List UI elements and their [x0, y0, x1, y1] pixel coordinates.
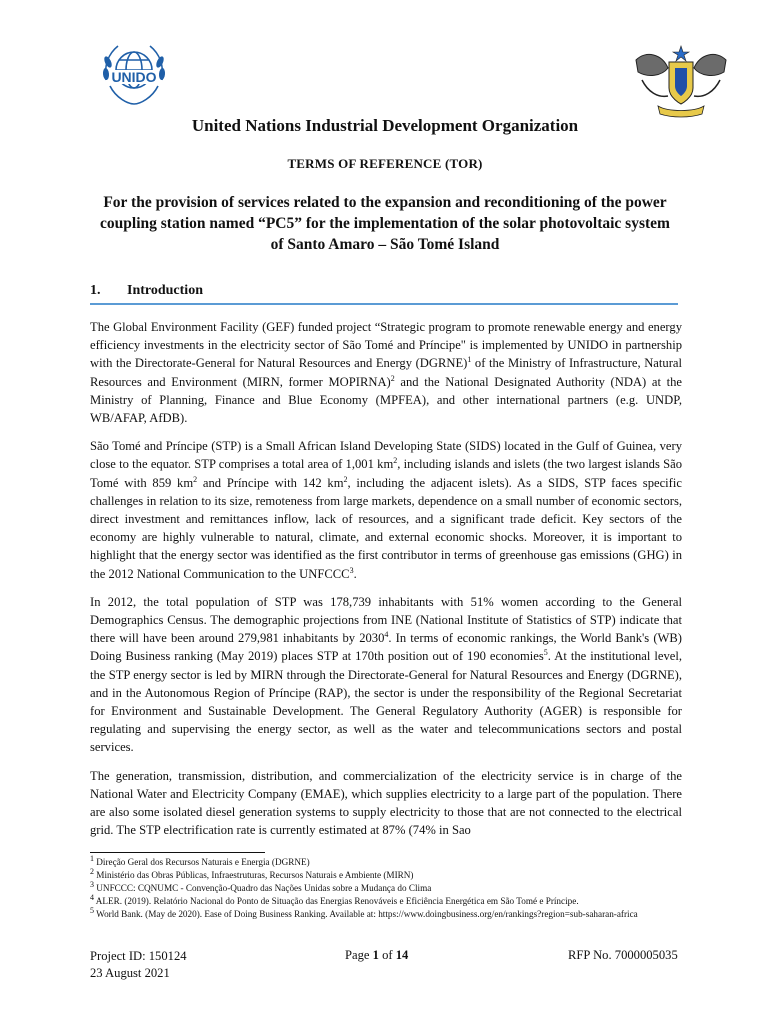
footnote-separator	[90, 852, 265, 853]
page-label: Page	[345, 948, 373, 962]
paragraph-text: , including the adjacent islets). As a SIDS, STP faces specific challenges in relation to its size, remoteness from large markets, dependence on a small number of economic sectors, direct investment and remittances inflow, lack of resources, and a significant trade deficit. Key sectors of the economy are highly vulnerable to natural, climate, and external economic shocks. Moreover, it is important to highlight that the energy sector was identified as the first contributor in terms of greenhouse gas emissions (GHG) in the 2012 National Communication to the UNFCCC	[90, 475, 682, 581]
footnote-ref: 1	[467, 355, 472, 365]
document-date: 23 August 2021	[90, 966, 170, 980]
footnote-ref: 4	[384, 630, 389, 640]
footnote-ref: 2	[390, 373, 395, 383]
paragraph	[90, 593, 682, 757]
footer-project-info	[90, 948, 187, 982]
superscript: 2	[343, 474, 348, 484]
section-number: 1.	[90, 283, 101, 298]
footnotes	[90, 853, 684, 921]
footnote-text: ALER. (2019). Relatório Nacional do Ponto de Situação das Energias Renováveis e Eficiência Energética em São Tomé e Príncipe.	[94, 896, 579, 906]
total-pages: 14	[395, 948, 409, 962]
document-type-heading: TERMS OF REFERENCE (TOR)	[287, 156, 483, 171]
footnote-text: World Bank. (May de 2020). Ease of Doing Business Ranking. Available at: https://www.doingbusiness.org/en/rankings?region=sub-saharan-africa	[94, 909, 638, 919]
paragraph-text: , including islands and islets (the two largest islands São Tomé with 859 km	[90, 457, 683, 490]
footnote-ref: 5	[543, 648, 548, 658]
footnote-text: UNFCCC: CQNUMC - Convenção-Quadro das Nações Unidas sobre a Mudança do Clima	[94, 883, 432, 893]
rfp-number: RFP No. 7000005035	[568, 948, 678, 962]
organization-title: United Nations Industrial Development Organization	[191, 116, 579, 135]
paragraph-text: of the Ministry of Infrastructure, Natural Resources and Environment (MIRN, former MOPIRNA)	[90, 356, 682, 389]
paragraph-text: and Príncipe with 142 km	[197, 475, 344, 490]
footnote	[90, 879, 684, 895]
document-subject: For the provision of services related to the expansion and reconditioning of the power coupling station named “PC5” for the implementation of the solar photovoltaic system of Santo Amaro – São Tomé Island	[100, 194, 670, 253]
paragraph-text: . In terms of economic rankings, the World Bank's (WB) Doing Business ranking (May 2019) places STP at 170th position out of 190 economies	[90, 631, 682, 664]
footnote	[90, 892, 684, 908]
paragraph-text: In 2012, the total population of STP was 178,739 inhabitants with 51% women according to the General Demographics Census. The demographic projections from INE (National Institute of Statistics of STP) indicate that there will have been around 279,981 inhabitants by 2030	[90, 594, 682, 646]
paragraph-text: and the National Designated Authority (NDA) at the Ministry of Planning, Finance and Blue Economy (MPFEA), and other international partners (e.g. UNDP, WB/AFAP, AfDB).	[90, 374, 682, 426]
page-number	[345, 948, 408, 963]
paragraph: The generation, transmission, distribution, and commercialization of the electricity service is in charge of the National Water and Electricity Company (EMAE), which supplies electricity to a large part of the population. There are also some isolated diesel generation systems to supply electricity to those that are not connected to the electrical grid. The STP electrification rate is currently estimated at 87% (74% in Sao	[90, 768, 682, 838]
footnote-number: 5	[90, 905, 94, 915]
footnote-text: Direção Geral dos Recursos Naturais e Energia (DGRNE)	[94, 857, 310, 867]
superscript: 2	[193, 474, 198, 484]
current-page: 1	[372, 948, 379, 962]
footnote-text: Ministério das Obras Públicas, Infraestruturas, Recursos Naturais e Ambiente (MIRN)	[94, 870, 414, 880]
footnote	[90, 905, 684, 921]
paragraph	[90, 437, 682, 583]
footnote-number: 4	[90, 892, 94, 902]
footnote-number: 2	[90, 866, 94, 876]
unido-logo	[98, 36, 170, 108]
paragraph-text: .	[353, 566, 357, 581]
footnote	[90, 853, 684, 869]
paragraph-text: São Tomé and Príncipe (STP) is a Small African Island Developing State (SIDS) located in the Gulf of Guinea, very close to the equator. STP comprises a total area of 1,001 km	[90, 439, 682, 472]
section-title: Introduction	[127, 283, 203, 298]
footnote-number: 1	[90, 853, 94, 863]
paragraph-text: The Global Environment Facility (GEF) funded project “Strategic program to promote renewable energy and energy efficiency investments in the electricity sector of São Tomé and Príncipe" is implemented by UNIDO in partnership with the Directorate-General for Natural Resources and Energy (DGRNE)	[90, 320, 682, 371]
paragraph-text: . At the institutional level, the STP energy sector is led by MIRN through the Directorate-General for Natural Resources and Energy (DGRNE), and in the Autonomous Region of Príncipe (RAP), the sector is under the responsibility of the Regional Secretariat for Environment and Sustainable Development. The General Regulatory Authority (AGER) is responsible for regulating and supervising the energy sector, as well as the water and telecommunications sectors and postal services.	[90, 649, 683, 755]
footnote-ref: 3	[349, 565, 354, 575]
paragraph	[90, 318, 682, 427]
coat-of-arms-emblem	[628, 40, 734, 124]
footnote-number: 3	[90, 879, 94, 889]
section-heading	[90, 283, 678, 305]
project-id: Project ID: 150124	[90, 949, 187, 963]
page-of-label: of	[378, 948, 396, 962]
introduction-body	[90, 318, 682, 849]
footnote	[90, 866, 684, 882]
superscript: 2	[393, 456, 398, 466]
unido-logo-text: UNIDO	[111, 69, 157, 85]
